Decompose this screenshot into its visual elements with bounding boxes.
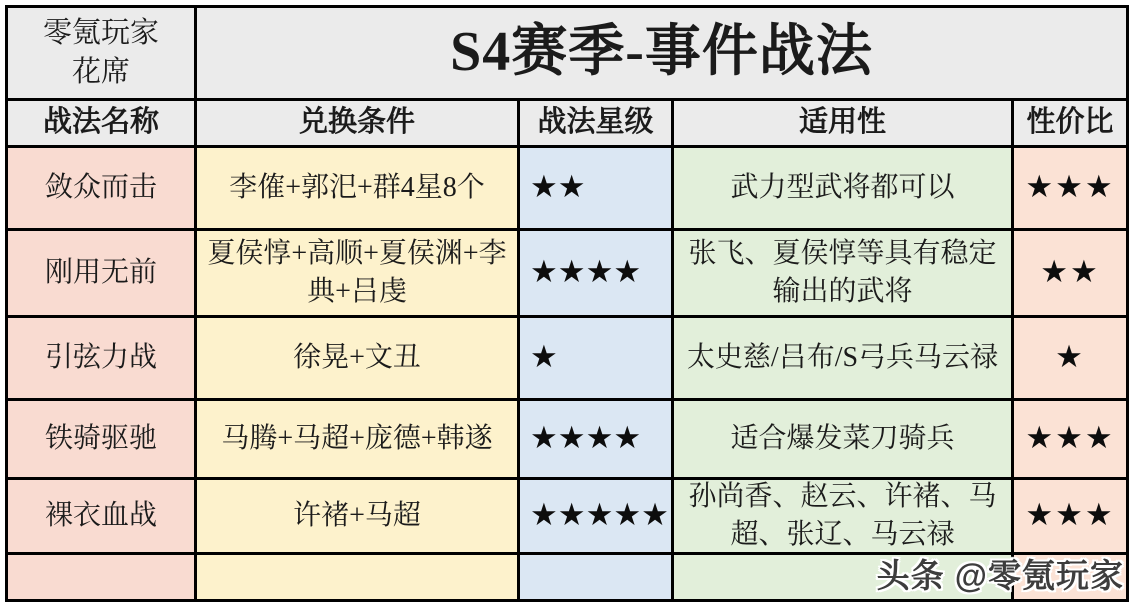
column-header-value: 性价比 bbox=[1014, 101, 1126, 145]
exchange-condition bbox=[197, 555, 517, 599]
tactic-name bbox=[8, 555, 194, 599]
applicability: 适合爆发菜刀骑兵 bbox=[674, 401, 1011, 477]
tactic-name: 敛众而击 bbox=[8, 148, 194, 228]
exchange-condition: 马腾+马超+庞德+韩遂 bbox=[197, 401, 517, 477]
applicability: 张飞、夏侯惇等具有稳定输出的武将 bbox=[674, 231, 1011, 315]
value-rating: ★★★ bbox=[1014, 401, 1126, 477]
star-rating: ★★★★ bbox=[520, 401, 671, 477]
applicability: 太史慈/吕布/S弓兵马云禄 bbox=[674, 318, 1011, 398]
logo-line1: 零氪玩家 bbox=[42, 16, 159, 49]
star-rating: ★★★★★ bbox=[520, 480, 671, 552]
column-header-name: 战法名称 bbox=[8, 101, 194, 145]
exchange-condition: 许褚+马超 bbox=[197, 480, 517, 552]
exchange-condition: 李傕+郭汜+群4星8个 bbox=[197, 148, 517, 228]
tactic-name: 裸衣血战 bbox=[8, 480, 194, 552]
tactic-name: 引弦力战 bbox=[8, 318, 194, 398]
star-rating: ★★ bbox=[520, 148, 671, 228]
column-header-star-rating: 战法星级 bbox=[520, 101, 671, 145]
toutiao-watermark: 头条 @零氪玩家 bbox=[876, 557, 1124, 594]
exchange-condition: 徐晃+文丑 bbox=[197, 318, 517, 398]
logo-line2: 花席 bbox=[71, 56, 130, 88]
tactics-table bbox=[5, 5, 1129, 602]
applicability: 孙尚香、赵云、许褚、马超、张辽、马云禄 bbox=[674, 480, 1011, 552]
star-rating bbox=[520, 555, 671, 599]
exchange-condition: 夏侯惇+高顺+夏侯渊+李典+吕虔 bbox=[197, 231, 517, 315]
applicability: 武力型武将都可以 bbox=[674, 148, 1011, 228]
column-header-applicability: 适用性 bbox=[674, 101, 1011, 145]
tactic-name: 铁骑驱驰 bbox=[8, 401, 194, 477]
tactic-name: 刚用无前 bbox=[8, 231, 194, 315]
star-rating: ★★★★ bbox=[520, 231, 671, 315]
value-rating: ★★ bbox=[1014, 231, 1126, 315]
column-header-condition: 兑换条件 bbox=[197, 101, 517, 145]
page-title: S4赛季-事件战法 bbox=[197, 8, 1126, 98]
value-rating: ★ bbox=[1014, 318, 1126, 398]
star-rating: ★ bbox=[520, 318, 671, 398]
value-rating: ★★★ bbox=[1014, 148, 1126, 228]
value-rating: ★★★ bbox=[1014, 480, 1126, 552]
logo-cell bbox=[8, 8, 194, 98]
